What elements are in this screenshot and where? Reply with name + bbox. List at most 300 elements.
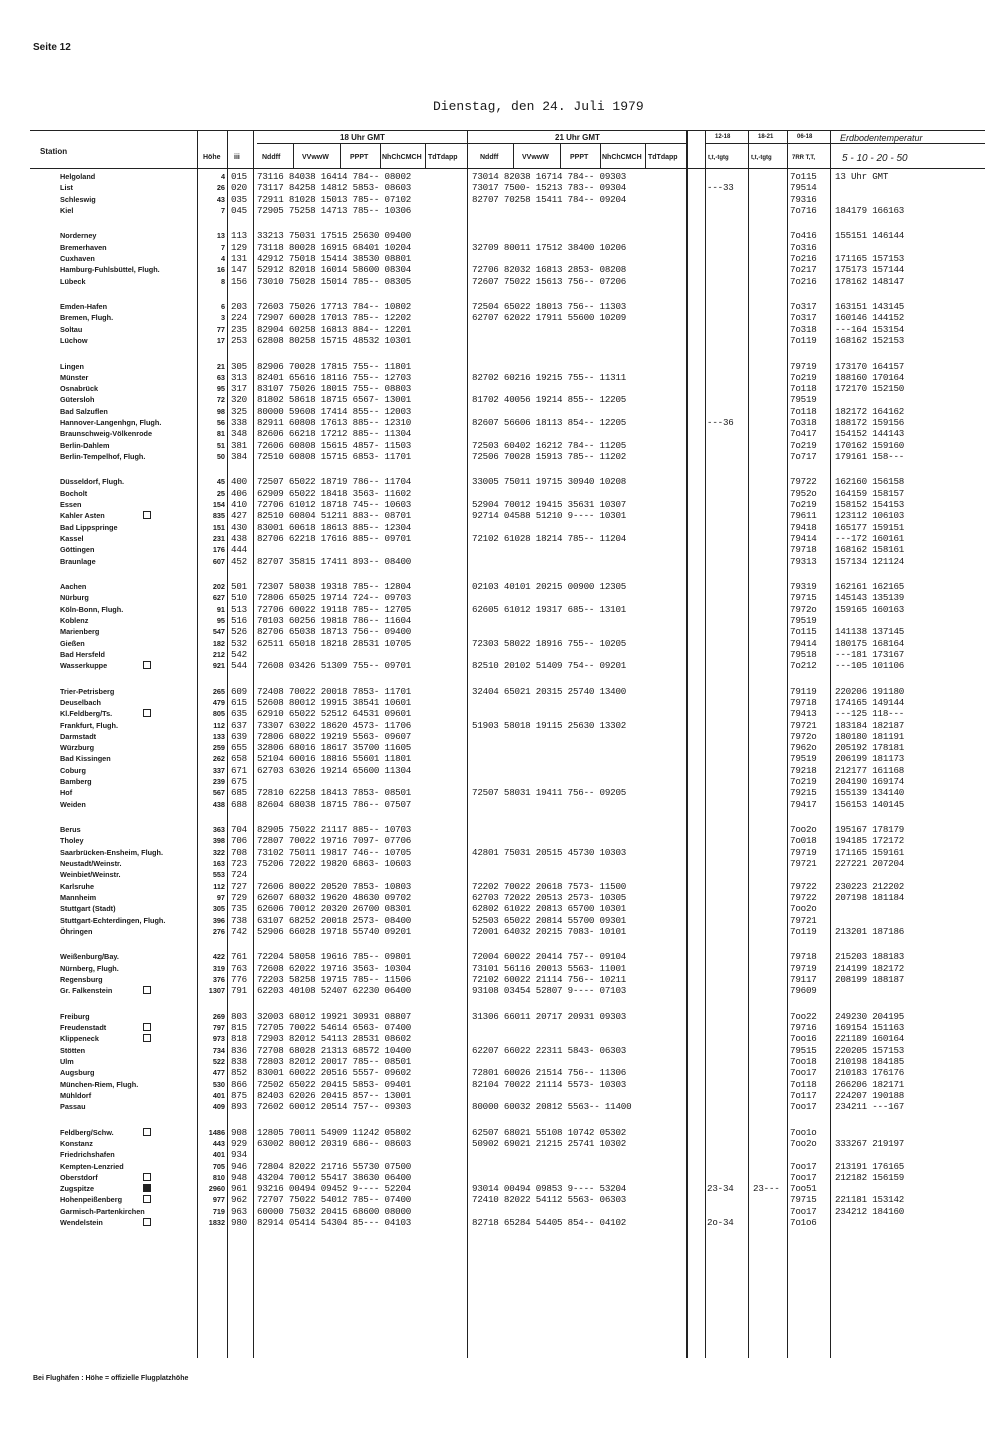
iii-code: 381 [231, 439, 247, 451]
obs-21-gmt: 62802 61022 20813 65700 10301 [472, 903, 627, 915]
diff-18-21: 23--- [753, 1183, 780, 1195]
soil-temperature: 170162 159160 [835, 439, 905, 451]
station-row [0, 1068, 1000, 1078]
mountain-station-marker [143, 1023, 151, 1031]
station-height: 17 [216, 336, 225, 345]
station-name: Kahler Asten [60, 511, 105, 521]
station-name: Karlsruhe [60, 881, 95, 891]
obs-18-gmt: 60000 75032 20415 68600 08000 [257, 1205, 412, 1217]
soil-temperature: 227221 207204 [835, 858, 905, 869]
station-height: 797 [212, 1023, 225, 1032]
extreme-06-18: 79117 [790, 973, 817, 985]
obs-18-gmt: 62607 68032 19620 48630 09702 [257, 891, 412, 903]
iii-code: 035 [231, 193, 247, 205]
station-name: Kempten-Lenzried [60, 1161, 124, 1171]
obs-21-gmt: 31306 66011 20717 20931 09303 [472, 1010, 627, 1022]
obs-18-gmt: 73116 84038 16414 784-- 08002 [257, 171, 412, 182]
obs-21-gmt: 32709 80011 17512 38400 10206 [472, 241, 627, 253]
extreme-06-18: 7o219 [790, 499, 817, 510]
station-name: Neustadt/Weinstr. [60, 859, 122, 868]
header-18-gmt: 18 Uhr GMT [340, 133, 385, 142]
extreme-06-18: 79611 [790, 510, 817, 522]
station-height: 477 [212, 1068, 225, 1078]
station-row [0, 661, 1000, 671]
soil-temperature: 184179 166163 [835, 204, 905, 216]
obs-18-gmt: 82706 62218 17616 885-- 09701 [257, 532, 412, 544]
obs-18-gmt: 72903 82012 54113 28531 08602 [257, 1033, 412, 1045]
mountain-station-marker [143, 661, 151, 669]
obs-18-gmt: 62808 80258 15715 48532 10301 [257, 335, 412, 346]
soil-temperature: 213191 176165 [835, 1160, 905, 1172]
iii-code: 655 [231, 742, 247, 754]
station-row [0, 172, 1000, 182]
soil-temperature: 159165 160163 [835, 603, 905, 615]
soil-temperature: 158152 154153 [835, 499, 905, 510]
station-name: Bremerhaven [60, 242, 107, 252]
soil-temperature: ---172 160161 [835, 532, 905, 544]
station-name: Friedrichshafen [60, 1150, 115, 1160]
station-height: 734 [212, 1045, 225, 1055]
obs-18-gmt: 82914 05414 54304 85--- 04103 [257, 1217, 412, 1228]
extreme-06-18: 79722 [790, 891, 817, 903]
iii-code: 729 [231, 891, 247, 903]
soil-temperature: 171165 157153 [835, 253, 905, 264]
station-height: 443 [212, 1138, 225, 1148]
obs-18-gmt: 73307 63022 18620 4573- 11706 [257, 719, 412, 731]
station-row [0, 477, 1000, 487]
obs-21-gmt: 62207 66022 22311 5843- 06303 [472, 1044, 627, 1056]
station-name: Stuttgart (Stadt) [60, 904, 116, 914]
soil-temperature: 204190 169174 [835, 776, 905, 787]
station-height: 401 [212, 1090, 225, 1100]
station-name: Helgoland [60, 172, 96, 181]
extreme-06-18: 79721 [790, 719, 817, 731]
obs-21-gmt: 72102 61028 18214 785-- 11204 [472, 532, 627, 544]
station-height: 25 [216, 488, 225, 498]
station-height: 553 [212, 870, 225, 880]
header-mid-rule [257, 143, 687, 144]
obs-18-gmt: 83107 75026 18015 755-- 08803 [257, 383, 412, 395]
subcol-div [380, 143, 381, 168]
extreme-06-18: 7oo51 [790, 1183, 817, 1195]
obs-18-gmt: 42912 75018 15414 38530 08801 [257, 253, 412, 264]
station-name: Cuxhaven [60, 254, 95, 263]
obs-18-gmt: 82401 65616 18116 755-- 12703 [257, 371, 412, 383]
soil-temperature: 168162 158161 [835, 544, 905, 556]
station-name: Frankfurt, Flugh. [60, 720, 118, 730]
obs-21-gmt: 32404 65021 20315 25740 13400 [472, 685, 627, 697]
obs-18-gmt: 33213 75031 17515 25630 09400 [257, 230, 412, 242]
extreme-06-18: 7o416 [790, 230, 817, 242]
soil-temperature: 188172 159156 [835, 417, 905, 428]
extreme-06-18: 7o212 [790, 660, 817, 672]
station-height: 26 [216, 183, 225, 193]
soil-temperature: ---125 118--- [835, 708, 905, 720]
soil-temperature: 210183 176176 [835, 1067, 905, 1079]
station-height: 182 [212, 638, 225, 648]
obs-18-gmt: 72603 75026 17713 784-- 10802 [257, 301, 412, 313]
obs-18-gmt: 72408 70022 20018 7853- 11701 [257, 685, 412, 697]
obs-18-gmt: 72707 75022 54012 785-- 07400 [257, 1194, 412, 1206]
soil-temperature: 215203 188183 [835, 951, 905, 963]
station-row [0, 206, 1000, 216]
iii-code: 724 [231, 869, 247, 881]
station-row [0, 1150, 1000, 1160]
obs-18-gmt: 63002 80012 20319 686-- 08603 [257, 1137, 412, 1149]
extreme-06-18: 79718 [790, 951, 817, 963]
soil-temperature: 266206 182171 [835, 1078, 905, 1090]
station-height: 530 [212, 1079, 225, 1089]
extreme-06-18: 7o117 [790, 1089, 817, 1101]
station-row [0, 1080, 1000, 1090]
station-name: Düsseldorf, Flugh. [60, 477, 125, 487]
station-row [0, 1046, 1000, 1056]
obs-18-gmt: 73010 75028 15014 785-- 08305 [257, 275, 412, 287]
iii-code: 438 [231, 532, 247, 544]
station-row [0, 1184, 1000, 1194]
station-row [0, 709, 1000, 719]
iii-code: 501 [231, 581, 247, 592]
iii-code: 763 [231, 962, 247, 974]
extreme-06-18: 7oo17 [790, 1205, 817, 1217]
station-height: 43 [216, 194, 225, 204]
station-height: 239 [212, 777, 225, 786]
extreme-06-18: 7o219 [790, 776, 817, 787]
obs-18-gmt: 43204 70012 55417 38630 06400 [257, 1171, 412, 1183]
station-name: Freudenstadt [60, 1023, 107, 1032]
station-row [0, 1139, 1000, 1149]
iii-code: 727 [231, 880, 247, 892]
iii-code: 338 [231, 417, 247, 428]
station-row [0, 384, 1000, 394]
obs-21-gmt: 50902 69021 21215 25741 10302 [472, 1137, 627, 1149]
station-row [0, 1091, 1000, 1101]
obs-18-gmt: 82906 70028 17815 755-- 11801 [257, 360, 412, 372]
soil-temperature: 206199 181173 [835, 753, 905, 765]
extreme-06-18: 79215 [790, 787, 817, 799]
obs-21-gmt: 02103 40101 20215 00900 12305 [472, 581, 627, 592]
extreme-06-18: 79418 [790, 521, 817, 533]
iii-code: 803 [231, 1010, 247, 1022]
soil-temperature: 212177 161168 [835, 764, 905, 776]
iii-code: 045 [231, 204, 247, 216]
obs-21-gmt: 52904 70012 19415 35631 10307 [472, 499, 627, 510]
extreme-06-18: 7o219 [790, 371, 817, 383]
header-erdboden-depths: 5 - 10 - 20 - 50 [842, 153, 908, 164]
extreme-06-18: 79518 [790, 648, 817, 660]
soil-temperature: 154152 144143 [835, 428, 905, 440]
obs-21-gmt: 82702 60216 19215 755-- 11311 [472, 371, 627, 383]
station-height: 202 [212, 582, 225, 591]
station-name: Nürburg [60, 593, 89, 603]
station-name: Koblenz [60, 615, 89, 625]
obs-18-gmt: 62203 40108 52407 62230 06400 [257, 985, 412, 997]
station-row [0, 825, 1000, 835]
iii-code: 325 [231, 405, 247, 417]
station-height: 4 [220, 172, 225, 181]
iii-code: 893 [231, 1101, 247, 1113]
station-height: 1486 [208, 1127, 225, 1137]
station-height: 805 [212, 709, 225, 719]
obs-18-gmt: 72606 60808 15615 4857- 11503 [257, 439, 412, 451]
soil-temperature: ---105 101106 [835, 660, 905, 672]
header-1821: 18-21 [758, 134, 774, 140]
header-vvwww-21: VVwwW [522, 154, 549, 161]
obs-18-gmt: 63107 68252 20018 2573- 08400 [257, 914, 412, 926]
station-height: 522 [212, 1056, 225, 1066]
station-row [0, 1034, 1000, 1044]
station-row [0, 650, 1000, 660]
extreme-06-18: 79719 [790, 846, 817, 858]
header-1218-sub: t,t,-tgtg [708, 155, 729, 161]
station-row [0, 893, 1000, 903]
obs-18-gmt: 72905 75258 14713 785-- 10306 [257, 204, 412, 216]
obs-18-gmt: 72307 58038 19318 785-- 12804 [257, 581, 412, 592]
diff-12-18: ---33 [707, 182, 734, 194]
soil-temperature: ---181 173167 [835, 648, 905, 660]
station-height: 7 [220, 242, 225, 252]
station-name: Zugspitze [60, 1184, 95, 1194]
soil-temperature: 168162 152153 [835, 335, 905, 346]
station-row [0, 605, 1000, 615]
station-row [0, 1128, 1000, 1138]
station-row [0, 687, 1000, 697]
extreme-06-18: 79519 [790, 753, 817, 765]
iii-code: 929 [231, 1137, 247, 1149]
extreme-06-18: 7o417 [790, 428, 817, 440]
obs-21-gmt: 73017 7500- 15213 783-- 09304 [472, 182, 627, 194]
extreme-06-18: 79218 [790, 764, 817, 776]
extreme-06-18: 79417 [790, 798, 817, 810]
extreme-06-18: 79519 [790, 614, 817, 626]
obs-21-gmt: 33005 75011 19715 30940 10208 [472, 476, 627, 488]
soil-temperature: 221189 160164 [835, 1033, 905, 1045]
iii-code: 685 [231, 787, 247, 799]
station-name: Darmstadt [60, 731, 97, 741]
station-name: Emden-Hafen [60, 302, 108, 312]
soil-temperature: 249230 204195 [835, 1010, 905, 1022]
obs-21-gmt: 72102 60022 21114 756-- 10211 [472, 973, 627, 985]
station-height: 13 [216, 231, 225, 241]
soil-temperature: 155139 134140 [835, 787, 905, 799]
extreme-06-18: 7o118 [790, 1078, 817, 1090]
station-height: 163 [212, 859, 225, 868]
obs-18-gmt: 72708 68028 21313 68572 10400 [257, 1044, 412, 1056]
extreme-06-18: 7oo17 [790, 1101, 817, 1113]
iii-code: 980 [231, 1217, 247, 1228]
station-row [0, 616, 1000, 626]
iii-code: 852 [231, 1067, 247, 1079]
station-row [0, 916, 1000, 926]
station-name: Braunlage [60, 556, 96, 566]
iii-code: 317 [231, 383, 247, 395]
header-pppt-21: PPPT [570, 154, 589, 161]
header-tt-18: TdTdapp [428, 154, 458, 161]
obs-18-gmt: 80000 59608 17414 855-- 12003 [257, 405, 412, 417]
station-row [0, 593, 1000, 603]
station-height: 337 [212, 765, 225, 775]
extreme-06-18: 7oo17 [790, 1160, 817, 1172]
extreme-06-18: 79514 [790, 182, 817, 194]
station-row [0, 582, 1000, 592]
station-row [0, 407, 1000, 417]
station-height: 705 [212, 1161, 225, 1171]
obs-18-gmt: 82905 75022 21117 885-- 10703 [257, 824, 412, 836]
soil-temperature: 195167 178179 [835, 824, 905, 836]
station-row [0, 441, 1000, 451]
station-height: 567 [212, 788, 225, 798]
iii-code: 671 [231, 764, 247, 776]
station-row [0, 523, 1000, 533]
obs-21-gmt: 73101 56116 20013 5563- 11001 [472, 962, 627, 974]
station-row [0, 859, 1000, 869]
station-height: 133 [212, 731, 225, 741]
extreme-06-18: 7oo2o [790, 903, 817, 915]
station-height: 176 [212, 545, 225, 555]
soil-temperature: 156153 140145 [835, 798, 905, 810]
obs-21-gmt: 62703 72022 20513 2573- 10305 [472, 891, 627, 903]
station-height: 212 [212, 649, 225, 659]
station-name: Norderney [60, 231, 97, 241]
soil-temperature: 214199 182172 [835, 962, 905, 974]
iii-code: 658 [231, 753, 247, 765]
date-line: Dienstag, den 24. Juli 1979 [433, 99, 644, 114]
soil-temperature: 155151 146144 [835, 230, 905, 242]
station-row [0, 904, 1000, 914]
soil-temperature: 157134 121124 [835, 555, 905, 567]
station-name: Mannheim [60, 892, 97, 902]
extreme-06-18: 7o217 [790, 264, 817, 276]
iii-code: 738 [231, 914, 247, 926]
iii-code: 235 [231, 323, 247, 335]
extreme-06-18: 79313 [790, 555, 817, 567]
obs-18-gmt: 72608 62022 19716 3563- 10304 [257, 962, 412, 974]
soil-temperature: 188160 170164 [835, 371, 905, 383]
soil-temperature: 210198 184185 [835, 1055, 905, 1067]
header-21-gmt: 21 Uhr GMT [555, 133, 600, 142]
station-name: Hohenpeißenberg [60, 1195, 123, 1205]
obs-18-gmt: 52912 82018 16014 58600 08304 [257, 264, 412, 276]
obs-18-gmt: 72602 60012 20514 757-- 09303 [257, 1101, 412, 1113]
obs-18-gmt: 72803 82012 20017 785-- 08501 [257, 1055, 412, 1067]
station-row [0, 183, 1000, 193]
obs-21-gmt: 72801 60026 21514 756-- 11306 [472, 1067, 627, 1079]
mountain-station-marker [143, 1128, 151, 1136]
iii-code: 776 [231, 973, 247, 985]
station-row [0, 1023, 1000, 1033]
soil-temperature: 230223 212202 [835, 880, 905, 892]
soil-temperature: 162160 156158 [835, 476, 905, 488]
station-row [0, 500, 1000, 510]
obs-18-gmt: 82604 68038 18715 786-- 07507 [257, 798, 412, 810]
mountain-station-filled-marker [143, 1184, 151, 1192]
station-height: 269 [212, 1011, 225, 1021]
page-number: Seite 12 [33, 42, 71, 53]
station-height: 376 [212, 974, 225, 984]
obs-21-gmt: 72507 58031 19411 756-- 09205 [472, 787, 627, 799]
soil-temperature: 179161 158--- [835, 450, 905, 462]
station-name: Bocholt [60, 488, 88, 498]
station-row [0, 836, 1000, 846]
station-height: 3 [220, 313, 225, 323]
obs-21-gmt: 72506 70028 15913 785-- 11202 [472, 450, 627, 462]
extreme-06-18: 79515 [790, 1044, 817, 1056]
header-top-rule [30, 130, 985, 131]
extreme-06-18: 79414 [790, 637, 817, 649]
station-name: Öhringen [60, 926, 93, 936]
obs-18-gmt: 72608 03426 51309 755-- 09701 [257, 660, 412, 672]
iii-code: 384 [231, 450, 247, 462]
station-name: Coburg [60, 765, 86, 775]
soil-temperature: 173170 164157 [835, 360, 905, 372]
extreme-06-18: 7oo17 [790, 1171, 817, 1183]
header-0618: 06-18 [797, 134, 813, 140]
obs-21-gmt: 73014 82038 16714 784-- 09303 [472, 171, 627, 182]
station-name: Berlin-Tempelhof, Flugh. [60, 451, 146, 461]
station-row [0, 1173, 1000, 1183]
station-name: Kassel [60, 533, 84, 543]
station-height: 81 [216, 429, 225, 439]
iii-code: 410 [231, 499, 247, 510]
station-row [0, 243, 1000, 253]
station-name: Freiburg [60, 1011, 90, 1021]
extreme-06-18: 79319 [790, 581, 817, 592]
station-row [0, 313, 1000, 323]
station-name: Hof [60, 788, 73, 798]
station-name: Feldberg/Schw. [60, 1127, 114, 1137]
mountain-station-marker [143, 986, 151, 994]
extreme-06-18: 7972o [790, 730, 817, 742]
station-height: 6 [220, 302, 225, 312]
extreme-06-18: 7o318 [790, 323, 817, 335]
station-name: Lübeck [60, 276, 86, 286]
obs-18-gmt: 52906 66028 19718 55740 09201 [257, 925, 412, 937]
obs-18-gmt: 62511 65018 18218 28531 10705 [257, 637, 412, 649]
soil-temperature: 333267 219197 [835, 1137, 905, 1149]
station-name: Wendelstein [60, 1218, 103, 1227]
station-height: 305 [212, 904, 225, 914]
obs-18-gmt: 72907 60028 17013 785-- 12202 [257, 312, 412, 324]
obs-18-gmt: 82706 65038 18713 756-- 09400 [257, 626, 412, 638]
station-height: 95 [216, 384, 225, 394]
station-height: 363 [212, 825, 225, 835]
iii-code: 934 [231, 1149, 247, 1161]
station-row [0, 254, 1000, 264]
obs-18-gmt: 62910 65022 52512 64531 09601 [257, 708, 412, 720]
station-row [0, 1102, 1000, 1112]
header-hoehe: Höhe [203, 154, 221, 161]
station-name: Marienberg [60, 627, 100, 637]
extreme-06-18: 79719 [790, 962, 817, 974]
iii-code: 723 [231, 858, 247, 869]
station-row [0, 265, 1000, 275]
station-height: 72 [216, 395, 225, 405]
extreme-06-18: 7oo18 [790, 1055, 817, 1067]
station-name: Garmisch-Partenkirchen [60, 1206, 145, 1216]
obs-18-gmt: 62909 65022 18418 3563- 11602 [257, 487, 412, 499]
extreme-06-18: 7o115 [790, 626, 817, 638]
header-mid-rule-right [705, 143, 985, 144]
station-name: Soltau [60, 324, 83, 334]
obs-18-gmt: 73117 84258 14812 5853- 08603 [257, 182, 412, 194]
extreme-06-18: 79718 [790, 696, 817, 708]
obs-21-gmt: 82607 56606 18113 854-- 12205 [472, 417, 627, 428]
soil-temperature: 207198 181184 [835, 891, 905, 903]
extreme-06-18: 7oo1o [790, 1126, 817, 1138]
obs-18-gmt: 52608 80012 19915 38541 10601 [257, 696, 412, 708]
iii-code: 675 [231, 776, 247, 787]
obs-18-gmt: 72204 58058 19616 785-- 09801 [257, 951, 412, 963]
